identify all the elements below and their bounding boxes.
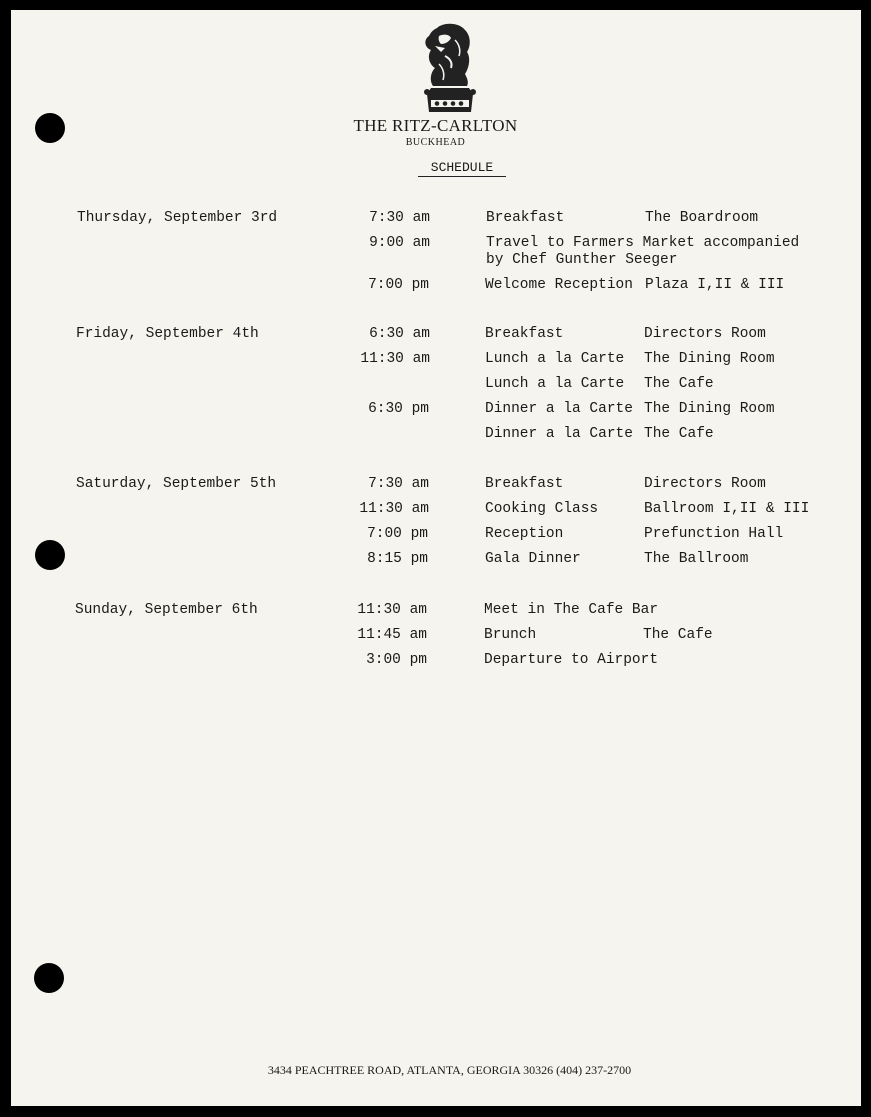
event-time: 8:15 pm: [367, 551, 428, 567]
event-location: The Dining Room: [644, 401, 775, 417]
event-activity: Meet in The Cafe Bar: [484, 602, 659, 618]
page-title: SCHEDULE: [418, 160, 506, 177]
event-time: 7:00 pm: [367, 526, 428, 542]
day-label: Friday, September 4th: [76, 326, 259, 342]
punch-hole-middle: [35, 540, 65, 570]
event-location: The Boardroom: [645, 210, 759, 226]
brand-location: BUCKHEAD: [405, 137, 466, 148]
event-activity: Welcome Reception: [485, 277, 633, 293]
event-location: The Dining Room: [644, 351, 775, 367]
event-activity: Gala Dinner: [485, 551, 581, 567]
event-location: The Ballroom: [644, 551, 749, 567]
event-time: 3:00 pm: [366, 652, 427, 668]
event-location: Ballroom I,II & III: [644, 501, 810, 517]
event-activity: Travel to Farmers Market accompanied by Chef Gunther Seeger: [486, 235, 800, 268]
day-label: Sunday, September 6th: [75, 602, 258, 618]
event-activity: Breakfast: [485, 326, 564, 342]
event-activity: Dinner a la Carte: [485, 401, 633, 417]
event-activity: Dinner a la Carte: [485, 426, 633, 442]
event-activity: Lunch a la Carte: [485, 351, 625, 367]
event-time: 11:30 am: [360, 351, 430, 367]
event-location: Directors Room: [644, 476, 766, 492]
footer-address: 3434 PEACHTREE ROAD, ATLANTA, GEORGIA 30326 (404) 237-2700: [267, 1063, 632, 1077]
event-activity: Reception: [485, 526, 564, 542]
event-time: 7:00 pm: [368, 277, 429, 293]
event-activity: Lunch a la Carte: [485, 376, 625, 392]
event-location: The Cafe: [643, 627, 713, 643]
event-time: 7:30 am: [369, 210, 430, 226]
day-label: Saturday, September 5th: [76, 476, 277, 492]
event-activity: Departure to Airport: [484, 652, 659, 668]
event-activity: Cooking Class: [485, 501, 599, 517]
event-activity: Breakfast: [485, 476, 564, 492]
event-time: 9:00 am: [369, 235, 430, 251]
event-location: The Cafe: [644, 376, 714, 392]
event-time: 6:30 pm: [368, 401, 429, 417]
event-time: 11:30 am: [357, 602, 427, 618]
event-location: Directors Room: [644, 326, 766, 342]
brand-name: THE RITZ-CARLTON: [353, 116, 518, 135]
event-time: 6:30 am: [369, 326, 430, 342]
event-location: Plaza I,II & III: [645, 277, 785, 293]
event-time: 11:45 am: [357, 627, 427, 643]
lion-crown-logo-icon: [415, 20, 485, 116]
event-location: The Cafe: [644, 426, 714, 442]
event-activity: Brunch: [484, 627, 537, 643]
event-time: 7:30 am: [368, 476, 429, 492]
event-time: 11:30 am: [359, 501, 429, 517]
day-label: Thursday, September 3rd: [77, 210, 278, 226]
punch-hole-bottom: [34, 963, 64, 993]
event-activity: Breakfast: [486, 210, 565, 226]
event-location: Prefunction Hall: [644, 526, 784, 542]
